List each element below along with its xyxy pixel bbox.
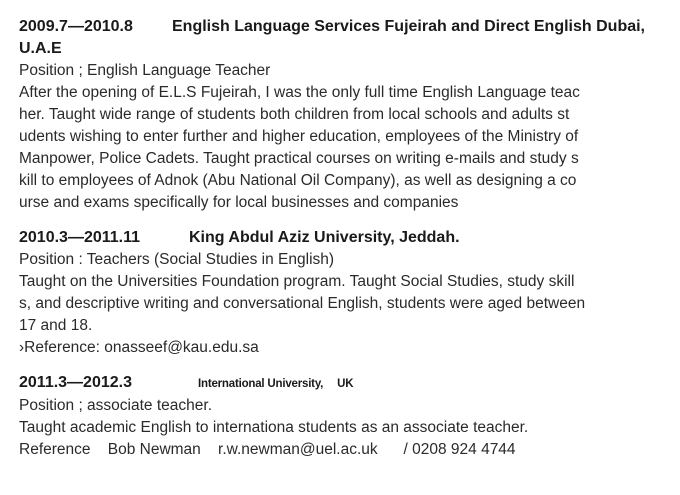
description-line: Taught on the Universities Foundation program. Taught Social Studies, study skill [19, 273, 575, 290]
entry-position: Position : Teachers (Social Studies in English) [19, 251, 335, 268]
entry-organization: English Language Services Fujeirah and Direct English Dubai, [172, 18, 645, 35]
description-line: Manpower, Police Cadets. Taught practical courses on writing e-mails and study s [19, 150, 579, 167]
entry-position: Position ; associate teacher. [19, 397, 213, 414]
entry-organization: King Abdul Aziz University, Jeddah. [189, 229, 460, 246]
entry-description [19, 417, 668, 439]
description-line: 17 and 18. [19, 317, 93, 334]
description-line: kill to employees of Adnok (Abu National Oil Company), as well as designing a co [19, 172, 577, 189]
entry-reference: ›Reference: onasseef@kau.edu.sa [19, 339, 259, 356]
reference-name: Bob Newman [107, 441, 201, 458]
description-line: After the opening of E.L.S Fujeirah, I was the only full time English Language teac [19, 84, 580, 101]
reference-phone: / 0208 924 4744 [403, 441, 516, 458]
entry-heading [19, 16, 668, 38]
entry-reference [19, 439, 668, 461]
entry-description [19, 82, 668, 214]
description-line: her. Taught wide range of students both children from local schools and adults st [19, 106, 570, 123]
entry-dates: 2010.3—2011.11 [19, 229, 141, 246]
entry-country: UK [337, 378, 354, 390]
entry-description [19, 271, 668, 337]
experience-entry-els-fujeirah [19, 16, 668, 214]
description-line: s, and descriptive writing and conversational English, students were aged between [19, 295, 586, 312]
entry-heading [19, 372, 668, 395]
description-line: udents wishing to enter further and higher education, employees of the Ministry of [19, 128, 579, 145]
entry-heading [19, 227, 668, 249]
entry-dates: 2009.7—2010.8 [19, 18, 133, 35]
entry-organization-continued: U.A.E [19, 40, 62, 57]
description-line: Taught academic English to internationa students as an associate teacher. [19, 419, 529, 436]
reference-email: r.w.newman@uel.ac.uk [218, 441, 378, 458]
entry-dates: 2011.3—2012.3 [19, 374, 132, 391]
reference-label: Reference [19, 441, 91, 458]
description-line: urse and exams specifically for local businesses and companies [19, 194, 459, 211]
experience-entry-king-abdul-aziz [19, 227, 668, 359]
entry-position: Position ; English Language Teacher [19, 62, 271, 79]
entry-organization: International University, [198, 378, 324, 390]
experience-entry-international-university [19, 372, 668, 461]
